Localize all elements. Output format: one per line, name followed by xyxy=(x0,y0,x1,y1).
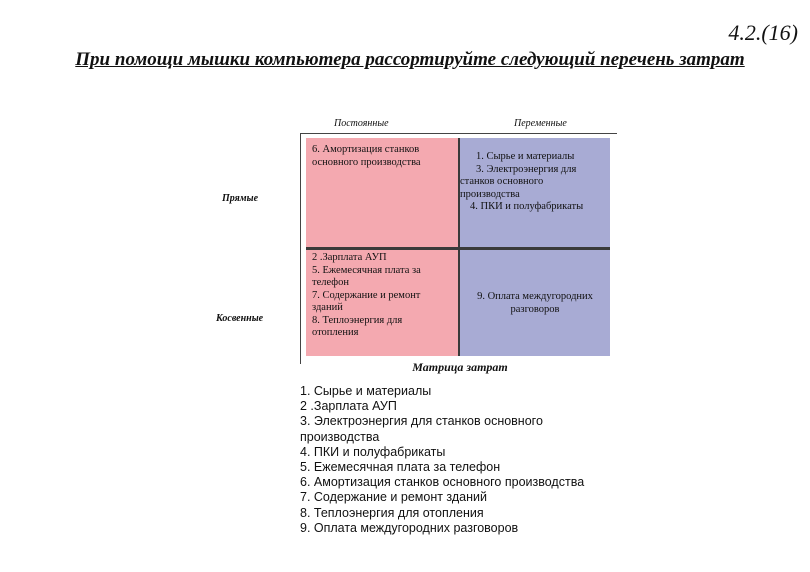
list-item[interactable]: 3. Электроэнергия для станков основного xyxy=(300,414,543,429)
cell-line: 5. Ежемесячная плата за xyxy=(312,264,421,276)
list-item[interactable]: производства xyxy=(300,429,380,444)
cell-line: зданий xyxy=(312,302,343,313)
cell-line: 2 .Зарплата АУП xyxy=(312,252,387,263)
list-item[interactable]: 5. Ежемесячная плата за телефон xyxy=(300,460,501,475)
list-item[interactable]: 1. Сырье и материалы xyxy=(300,384,432,398)
cell-line: 7. Содержание и ремонт xyxy=(312,289,421,301)
row-header-indirect: Косвенные xyxy=(216,313,264,324)
matrix-cell-direct-variable[interactable] xyxy=(460,138,610,248)
cell-line: 9. Оплата междугородних xyxy=(477,291,593,302)
list-item[interactable]: 4. ПКИ и полуфабрикаты xyxy=(300,444,446,459)
matrix-cell-indirect-variable[interactable] xyxy=(460,249,610,356)
list-item[interactable]: 6. Амортизация станков основного производства xyxy=(300,475,585,490)
page-title: При помощи мышки компьютера рассортируйте следующий перечень затрат xyxy=(75,49,745,70)
matrix-cell-direct-constant[interactable] xyxy=(306,138,458,248)
column-header-constant: Постоянные xyxy=(334,118,389,129)
cell-line: станков основного xyxy=(460,176,544,187)
matrix-cell-indirect-constant[interactable] xyxy=(306,249,458,356)
cell-line: производства xyxy=(460,188,520,200)
cell-line: 6. Амортизация станков xyxy=(312,144,420,155)
cost-list xyxy=(300,384,630,536)
list-item[interactable]: 7. Содержание и ремонт зданий xyxy=(300,490,487,505)
cell-line: 3. Электроэнергия для xyxy=(476,163,577,175)
row-header-direct: Прямые xyxy=(222,193,259,204)
list-item[interactable]: 9. Оплата междугородних разговоров xyxy=(300,520,519,535)
cell-line: телефон xyxy=(312,277,349,288)
cell-line: основного производства xyxy=(312,156,421,168)
cell-line: 4. ПКИ и полуфабрикаты xyxy=(470,201,584,212)
slide-number: 4.2.(16) xyxy=(728,20,798,45)
list-item[interactable]: 2 .Зарплата АУП xyxy=(300,399,397,414)
cell-line: 8. Теплоэнергия для xyxy=(312,314,403,326)
matrix-divider-horizontal xyxy=(306,247,610,250)
cell-line: разговоров xyxy=(510,303,560,315)
matrix-caption: Матрица затрат xyxy=(412,360,508,374)
cell-line: отопления xyxy=(312,327,359,338)
list-item[interactable]: 8. Теплоэнергия для отопления xyxy=(300,505,484,520)
cell-line: 1. Сырье и материалы xyxy=(476,151,575,162)
column-header-variable: Переменные xyxy=(514,118,567,129)
